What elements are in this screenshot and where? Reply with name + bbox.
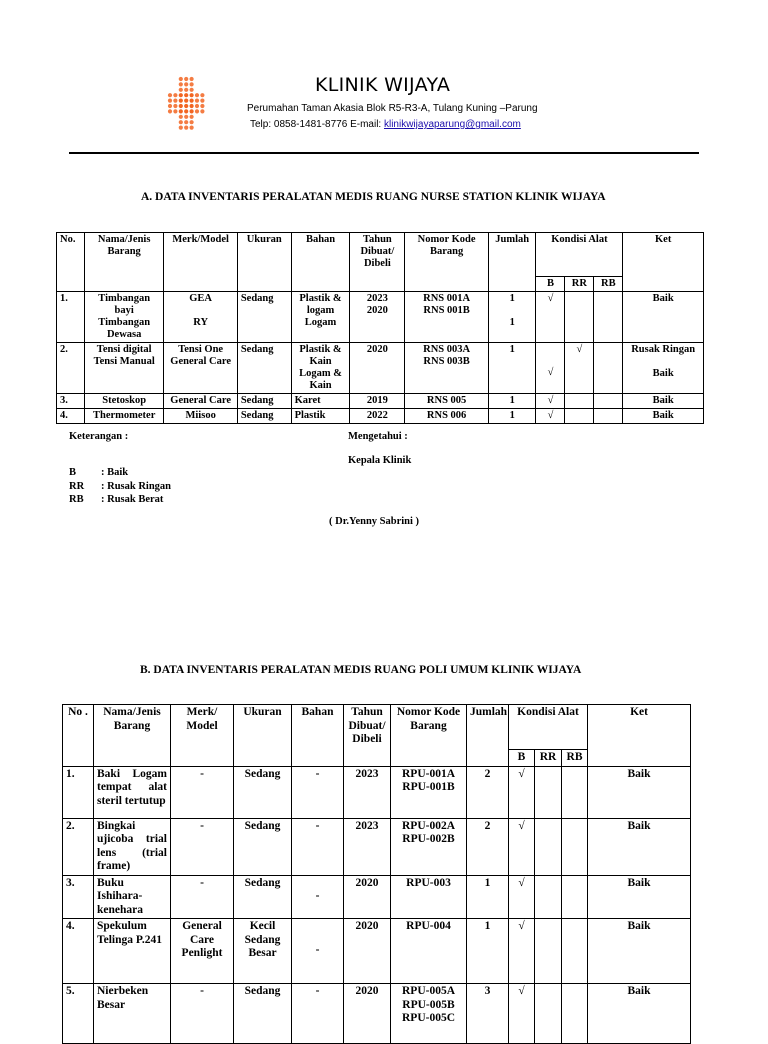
table-row [63,818,691,875]
logo-dot [184,88,188,92]
col-kode: Nomor Kode Barang [391,705,467,767]
logo-dot [190,109,194,113]
cell-line: RNS 003A [423,344,471,355]
cell-ket: Baik [588,919,691,984]
logo-dot [184,93,188,97]
inventory-table-a [56,232,704,424]
col-bahan: Bahan [292,705,344,767]
cell-kode: RPU-004 [391,919,467,984]
logo-dot [179,104,183,108]
logo-dot [190,104,194,108]
logo-dot [200,93,204,97]
cell-merk [164,292,237,343]
cell-ukuran: Sedang [237,394,291,409]
logo-dot [190,93,194,97]
cell-no: 4. [63,919,94,984]
legend-item [69,480,171,494]
logo-dot [195,109,199,113]
col-rb: RB [562,750,588,767]
logo-dot [179,109,183,113]
col-ukuran: Ukuran [234,705,292,767]
cell-ukuran: Sedang [237,343,291,394]
cell-tahun: 2020 [344,875,391,919]
col-kondisi: Kondisi Alat [536,233,623,277]
cell-line: Tensi One [178,344,224,355]
cell-ket: Baik [588,875,691,919]
cell-merk: - [171,766,234,818]
cell-rr: √ [565,343,594,394]
cell-bahan [291,292,350,343]
cell-jumlah: 1 [467,875,509,919]
logo-dot [190,88,194,92]
cell-rr [565,394,594,409]
clinic-logo [167,76,205,130]
cell-nama: Buku Ishihara-kenehara [94,875,171,919]
cell-tahun: 2023 [344,766,391,818]
legend-desc: : Baik [101,467,129,478]
logo-dot [184,120,188,124]
logo-dot [184,115,188,119]
cell-line: Tensi Manual [93,356,155,367]
col-no: No. [57,233,85,292]
cell-b: √ [536,409,565,424]
cell-rr [565,409,594,424]
logo-dot [200,109,204,113]
cell-no: 2. [63,818,94,875]
cell-bahan: Karet [291,394,350,409]
cell-jumlah: 2 [467,766,509,818]
logo-dot [168,104,172,108]
cell-nama: Nierbeken Besar [94,984,171,1044]
logo-dot [173,93,177,97]
cell-ket: Baik [588,818,691,875]
col-tahun: Tahun Dibuat/ Dibeli [350,233,405,292]
cell-bahan [291,343,350,394]
cell-rb [562,919,588,984]
cell-merk: General Care Penlight [171,919,234,984]
table-row [63,984,691,1044]
logo-dot [195,104,199,108]
logo-dot [195,99,199,103]
cell-line: Tensi digital [96,344,152,355]
cell-line: Logam [304,317,337,328]
logo-dot [179,126,183,130]
cell-merk [164,343,237,394]
cell-ukuran: Sedang [234,766,292,818]
legend-code: RB [69,494,84,505]
col-merk: Merk/Model [164,233,237,292]
cell-rb [594,409,623,424]
logo-dot [179,88,183,92]
cell-ukuran: Sedang [234,818,292,875]
clinic-name: KLINIK WIJAYA [315,74,451,96]
cell-b: √ [536,394,565,409]
cell-bahan: - [292,984,344,1044]
cell-jumlah [488,292,536,343]
cell-rb [594,343,623,394]
cell-no: 4. [57,409,85,424]
cell-line: 2023 [366,293,388,304]
cell-kode [405,343,489,394]
cell-ukuran: Sedang [237,292,291,343]
logo-dot [184,104,188,108]
cell-line: 1 [509,317,515,328]
col-bahan: Bahan [291,233,350,292]
logo-dot [184,126,188,130]
cell-merk: - [171,875,234,919]
cell-merk: General Care [164,394,237,409]
cell-bahan: - [292,766,344,818]
col-ket: Ket [623,233,704,292]
email-link[interactable]: klinikwijayaparung@gmail.com [383,119,521,130]
cell-jumlah: 1 [488,343,536,394]
cell-b: √ [509,919,535,984]
cell-nama: Bingkai ujicoba trial lens (trial frame) [94,818,171,875]
legend-desc: : Rusak Berat [101,494,164,505]
cell-bahan: Plastik [291,409,350,424]
cell-line: RNS 001B [423,305,470,316]
col-rr: RR [565,277,594,292]
mengetahui-label: Mengetahui : [348,431,408,442]
logo-dot [190,82,194,86]
phone-text: Telp: 0858-1481-8776 E-mail: [250,119,384,130]
cell-merk: - [171,818,234,875]
legend-code: B [69,467,77,478]
cell-jumlah: 1 [488,409,536,424]
logo-dot [179,115,183,119]
cell-no: 5. [63,984,94,1044]
col-ket: Ket [588,705,691,767]
cell-rb [594,394,623,409]
col-nama: Nama/Jenis Barang [84,233,164,292]
col-b: B [509,750,535,767]
cell-b: √ [536,343,565,394]
cell-line: 2020 [366,305,388,316]
col-merk: Merk/ Model [171,705,234,767]
cell-ket: Baik [623,394,704,409]
cell-line: Timbangan bayi [98,293,151,316]
cell-line: Timbangan Dewasa [98,317,151,340]
table-row [57,409,704,424]
cell-b: √ [536,292,565,343]
legend-item [69,466,171,480]
kepala-klinik-label: Kepala Klinik [348,455,412,466]
logo-dot [190,120,194,124]
cell-b: √ [509,875,535,919]
logo-dot [190,126,194,130]
cell-line: Baik [652,368,674,379]
table-row [63,919,691,984]
cell-no: 1. [57,292,85,343]
logo-dot [190,77,194,81]
logo-dot [173,99,177,103]
logo-dot [173,109,177,113]
cell-ket [623,343,704,394]
cell-tahun: 2020 [344,984,391,1044]
logo-dot [168,93,172,97]
cell-nama: Spekulum Telinga P.241 [94,919,171,984]
cell-nama: Baki Logam tempat alat steril tertutup [94,766,171,818]
cell-tahun: 2023 [344,818,391,875]
cell-rb [562,984,588,1044]
cell-line: Logam & Kain [299,368,342,391]
cell-merk: Miisoo [164,409,237,424]
inventory-table-b [62,704,691,1044]
cell-line: General Care [170,356,232,367]
logo-dot [179,77,183,81]
cell-line: RY [193,317,209,328]
cell-jumlah: 1 [488,394,536,409]
logo-dot [190,115,194,119]
cell-ket: Baik [588,984,691,1044]
cell-ukuran: Sedang [234,984,292,1044]
cell-kode: RPU-002A RPU-002B [391,818,467,875]
logo-dot [200,99,204,103]
cell-ket: Baik [588,766,691,818]
cell-tahun: 2019 [350,394,405,409]
table-row [63,875,691,919]
logo-dot [179,120,183,124]
cell-b: √ [509,818,535,875]
cell-kode: RPU-005A RPU-005B RPU-005C [391,984,467,1044]
col-kode: Nomor Kode Barang [405,233,489,292]
cell-nama [84,292,164,343]
cell-tahun: 2022 [350,409,405,424]
cell-rr [535,818,562,875]
cell-line: GEA [189,293,213,304]
cell-rr [535,875,562,919]
legend-code: RR [69,480,85,492]
cell-rr [535,919,562,984]
cell-line: Rusak Ringan [631,344,696,355]
col-ukuran: Ukuran [237,233,291,292]
cell-rb [562,818,588,875]
cell-kode: RNS 006 [405,409,489,424]
cell-tahun: 2020 [344,919,391,984]
cell-jumlah: 3 [467,984,509,1044]
cell-no: 1. [63,766,94,818]
cell-rb [594,292,623,343]
logo-dot [184,82,188,86]
col-tahun: Tahun Dibuat/ Dibeli [344,705,391,767]
logo-dot [179,93,183,97]
cell-ukuran: Sedang [234,875,292,919]
cell-kode: RNS 005 [405,394,489,409]
logo-dot [173,104,177,108]
cell-line: RNS 001A [423,293,471,304]
cell-kode [405,292,489,343]
cell-bahan: - [292,919,344,984]
logo-dot [184,109,188,113]
col-jumlah: Jumlah [467,705,509,767]
legend-list [69,466,171,507]
legend-item [69,493,171,507]
cell-kode: RPU-003 [391,875,467,919]
cell-jumlah: 2 [467,818,509,875]
cell-line: RNS 003B [423,356,470,367]
signatory-name: ( Dr.Yenny Sabrini ) [329,516,420,527]
cell-tahun: 2020 [350,343,405,394]
logo-dot [168,99,172,103]
cell-ket: Baik [623,409,704,424]
cell-nama: Stetoskop [84,394,164,409]
cell-merk: - [171,984,234,1044]
cell-b: √ [509,766,535,818]
legend-desc: : Rusak Ringan [101,480,172,492]
col-b: B [536,277,565,292]
cell-no: 3. [57,394,85,409]
cell-tahun [350,292,405,343]
col-kondisi: Kondisi Alat [509,705,588,750]
cell-kode: RPU-001A RPU-001B [391,766,467,818]
col-rb: RB [594,277,623,292]
section-b-title: B. DATA INVENTARIS PERALATAN MEDIS RUANG POLI UMUM KLINIK WIJAYA [140,664,582,676]
logo-dot [168,109,172,113]
logo-dot [179,99,183,103]
cell-ukuran: Sedang [237,409,291,424]
cell-b: √ [509,984,535,1044]
cell-ukuran: Kecil Sedang Besar [234,919,292,984]
cell-nama [84,343,164,394]
cell-nama: Thermometer [84,409,164,424]
cell-bahan: - [292,875,344,919]
cell-rr [565,292,594,343]
clinic-contact [250,119,521,130]
logo-dot [184,99,188,103]
cell-rr [535,766,562,818]
logo-dot [179,82,183,86]
logo-dot [184,77,188,81]
col-nama: Nama/Jenis Barang [94,705,171,767]
col-no: No . [63,705,94,767]
section-a-title: A. DATA INVENTARIS PERALATAN MEDIS RUANG NURSE STATION KLINIK WIJAYA [141,191,606,203]
cell-no: 2. [57,343,85,394]
table-row [57,343,704,394]
header-divider [69,152,699,154]
clinic-address: Perumahan Taman Akasia Blok R5-R3-A, Tulang Kuning –Parung [247,103,538,114]
logo-dot [200,104,204,108]
cell-ket: Baik [623,292,704,343]
cell-rb [562,875,588,919]
col-rr: RR [535,750,562,767]
table-row [63,766,691,818]
cell-bahan: - [292,818,344,875]
cell-rb [562,766,588,818]
cell-line: 1 [509,293,515,304]
cell-jumlah: 1 [467,919,509,984]
logo-dot [195,93,199,97]
keterangan-label: Keterangan : [69,431,129,442]
cell-rr [535,984,562,1044]
col-jumlah: Jumlah [488,233,536,292]
cell-line: Plastik & logam [299,293,342,316]
table-row [57,292,704,343]
cell-line: Plastik & Kain [299,344,342,367]
cell-no: 3. [63,875,94,919]
table-row [57,394,704,409]
logo-dot [190,99,194,103]
